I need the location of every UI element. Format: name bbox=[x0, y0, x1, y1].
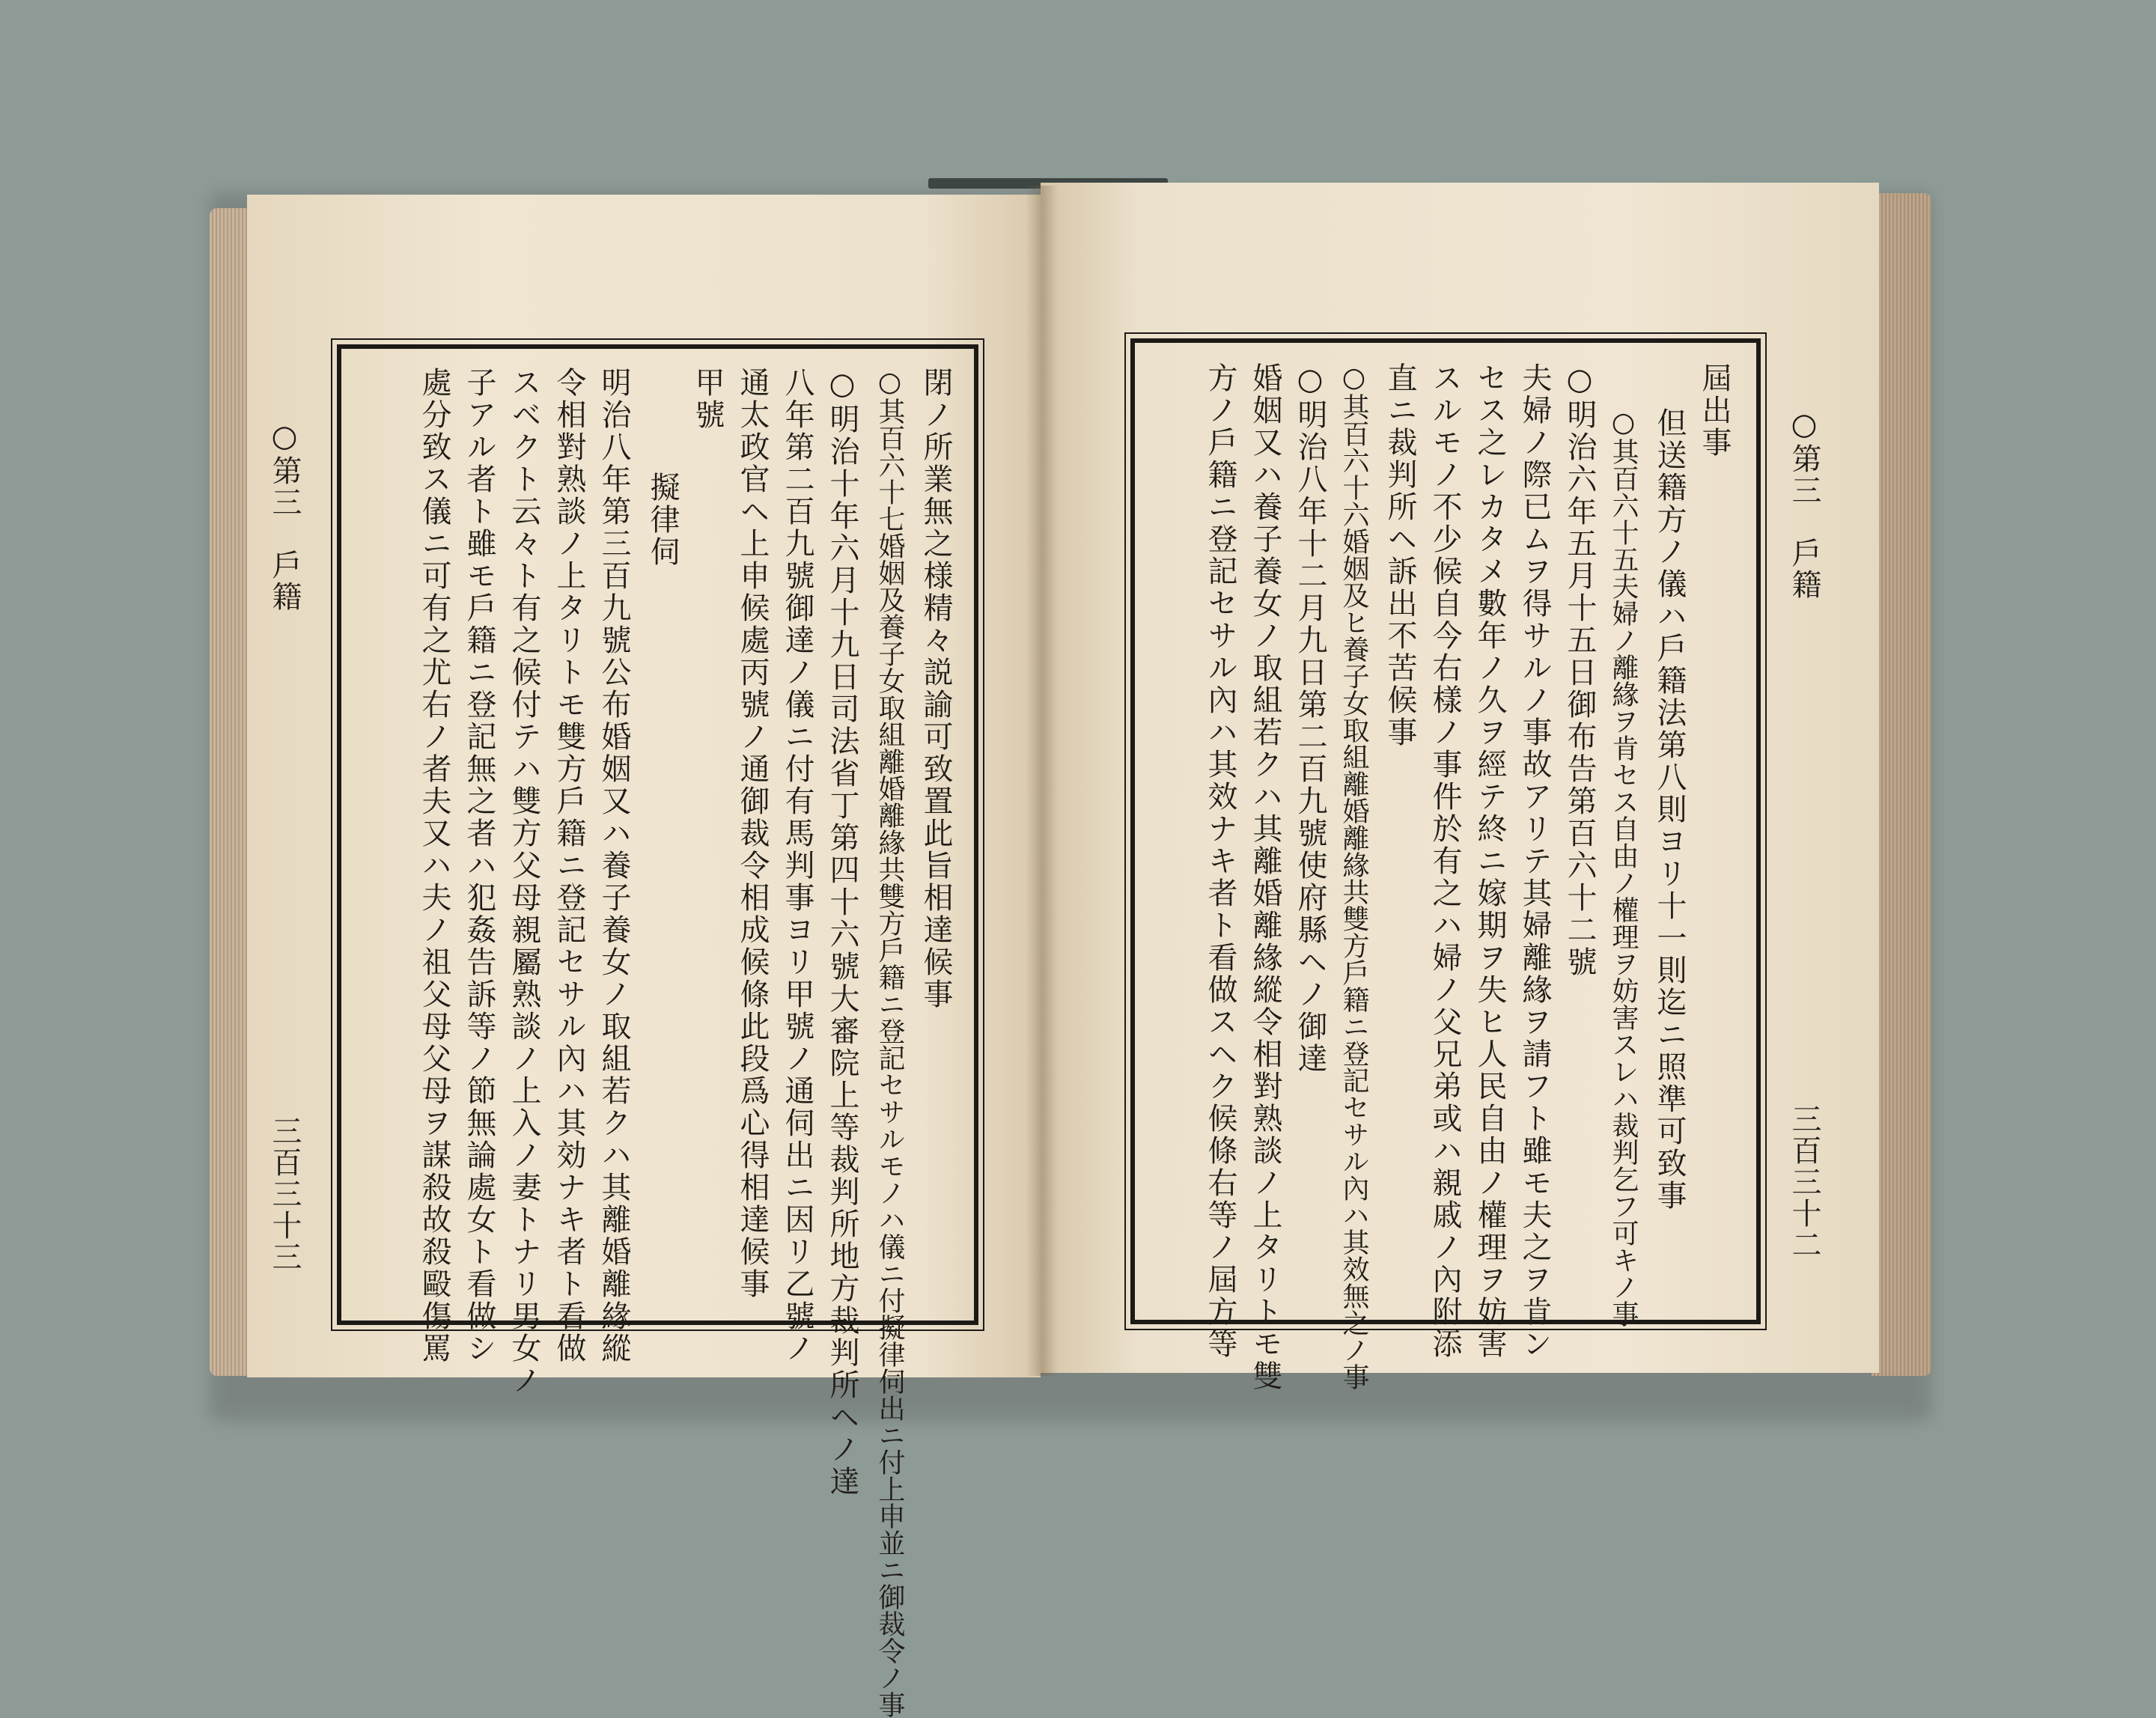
book-gutter bbox=[1026, 186, 1059, 1376]
open-book bbox=[210, 178, 1931, 1718]
left-text-column-11: 子アル者ト雖モ戶籍ニ登記無之者ハ犯姦告訴等ノ節無論處女ト看做シ bbox=[462, 367, 496, 1365]
right-text-column-11: 婚姻又ハ養子養女ノ取組若クハ其離婚離緣縱令相對熟談ノ上タリトモ雙 bbox=[1248, 362, 1282, 1392]
right-text-column-6: セス之レカタメ數年ノ久ヲ經テ終ニ嫁期ヲ失ヒ人民自由ノ權理ヲ妨害 bbox=[1473, 362, 1507, 1360]
right-page bbox=[1041, 183, 1879, 1392]
left-text-column-12: 處分致ス儀ニ可有之尤右ノ者夫又ハ夫ノ祖父母父母ヲ謀殺故殺毆傷罵 bbox=[417, 367, 451, 1365]
left-text-column-4: 八年第二百九號御達ノ儀ニ付有馬判事ヨリ甲號ノ通伺出ニ因リ乙號ノ bbox=[780, 367, 814, 1365]
right-text-column-4: ○明治六年五月十五日御布告第百六十二號 bbox=[1562, 362, 1597, 978]
left-text-column-8: 明治八年第三百九號公布婚姻又ハ養子養女ノ取組若クハ其離婚離緣縱 bbox=[597, 367, 631, 1365]
right-text-column-12: 方ノ戶籍ニ登記セサル內ハ其效ナキ者ト看做スヘク候條右等ノ屆方等 bbox=[1203, 362, 1237, 1360]
right-page-number: 三百三十二 bbox=[1787, 1103, 1821, 1261]
right-text-column-5: 夫婦ノ際已ムヲ得サルノ事故アリテ其婦離緣ヲ請フト雖モ夫之ヲ肯ン bbox=[1517, 362, 1552, 1360]
left-text-column-10: スベクト云々ト有之候付テハ雙方父母親屬熟談ノ上入ノ妻トナリ男女ノ bbox=[507, 367, 541, 1397]
right-page-edges bbox=[1872, 193, 1931, 1376]
right-page-header-title: ○第三 戶籍 bbox=[1787, 407, 1821, 600]
left-text-column-3: ○明治十年六月十九日司法省丁第四十六號大審院上等裁判所地方裁判所ヘノ達 bbox=[825, 367, 859, 1498]
left-text-column-6: 甲號 bbox=[690, 367, 725, 431]
left-text-column-1: 閉ノ所業無之様精々説諭可致置此旨相達候事 bbox=[919, 367, 953, 1011]
right-text-column-10: ○明治八年十二月九日第二百九號使府縣ヘノ御達 bbox=[1293, 362, 1327, 1075]
right-text-column-1: 屆出事 bbox=[1697, 362, 1732, 459]
right-text-column-3: ○其百六十五夫婦ノ離緣ヲ肯セス自由ノ權理ヲ妨害スレハ裁判乞フ可キノ事 bbox=[1608, 407, 1639, 1327]
right-text-column-9: ○其百六十六婚姻及ヒ養子女取組離婚離緣共雙方戶籍ニ登記セサル內ハ其效無之ノ事 bbox=[1339, 362, 1369, 1390]
left-text-column-2: ○其百六十七婚姻及養子女取組離婚離緣共雙方戶籍ニ登記セサルモノハ儀ニ付擬律伺出ニ付上申並ニ御裁令ノ事 bbox=[874, 367, 905, 1718]
right-text-column-8: 直ニ裁判所ヘ訴出不苦候事 bbox=[1383, 362, 1417, 749]
right-text-column-7: スルモノ不少候自今右樣ノ事件於有之ハ婦ノ父兄弟或ハ親戚ノ內附添 bbox=[1428, 362, 1462, 1360]
right-page-header bbox=[1789, 407, 1819, 600]
right-text-column-2: 但送籍方ノ儀ハ戶籍法第八則ヨリ十一則迄ニ照準可致事 bbox=[1652, 407, 1687, 1212]
left-page-number: 三百三十三 bbox=[267, 1115, 302, 1273]
left-text-column-5: 通太政官ヘ上申候處丙號ノ通御裁令相成候條此段爲心得相達候事 bbox=[735, 367, 770, 1300]
left-text-column-9: 令相對熟談ノ上タリトモ雙方戶籍ニ登記セサル內ハ其効ナキ者ト看做 bbox=[552, 367, 586, 1365]
left-page-header bbox=[267, 419, 302, 612]
left-page-header-title: ○第三 戶籍 bbox=[267, 419, 302, 612]
left-text-column-7: 擬律伺 bbox=[645, 472, 680, 568]
left-page bbox=[247, 195, 1041, 1718]
